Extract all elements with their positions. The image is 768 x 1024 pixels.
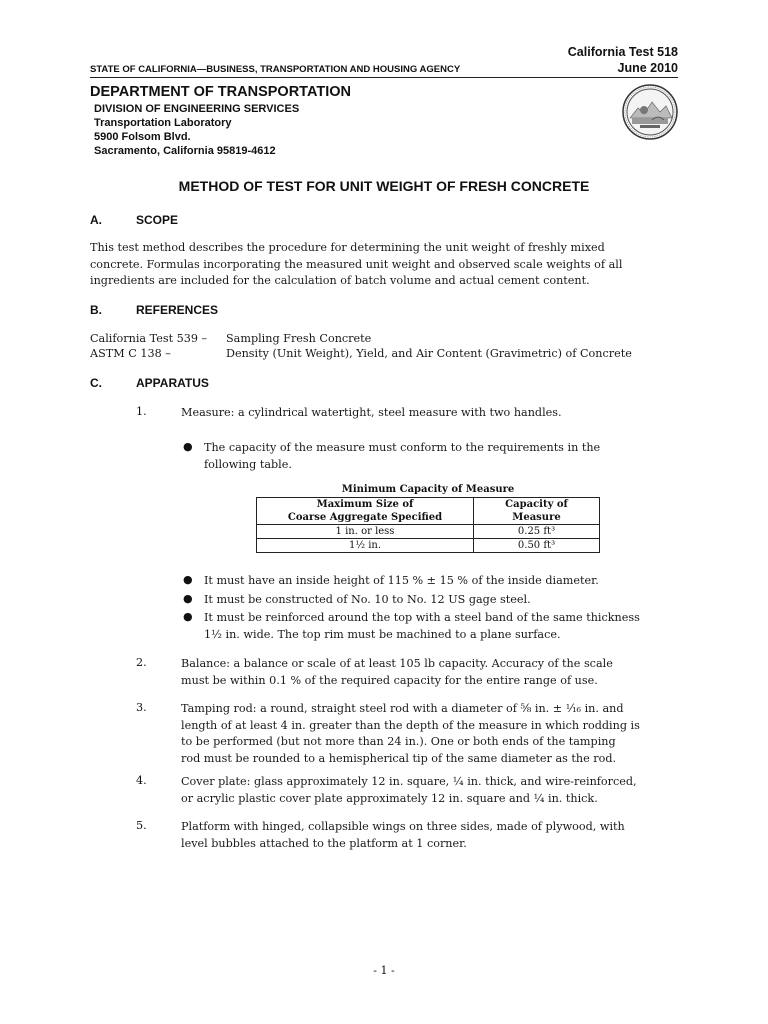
header-line: Maximum Size of — [316, 499, 414, 510]
section-c-letter: C. — [90, 376, 102, 390]
item-number: 1. — [136, 405, 147, 418]
bullet-icon: ● — [183, 592, 193, 605]
item-line: to be performed (but not more than 24 in.). One or both ends of the tamping — [181, 735, 616, 748]
agency-line: STATE OF CALIFORNIA—BUSINESS, TRANSPORTATION AND HOUSING AGENCY — [90, 64, 461, 75]
bullet-line: The capacity of the measure must conform to the requirements in the — [204, 441, 601, 454]
item-number: 4. — [136, 774, 147, 787]
table-header-cell — [257, 498, 474, 525]
item-1-text: Measure: a cylindrical watertight, steel measure with two handles. — [181, 406, 562, 419]
item-line: rod must be rounded to a hemispherical tip of the same diameter as the rod. — [181, 751, 617, 765]
scope-line: This test method describes the procedure for determining the unit weight of freshly mixed — [90, 241, 605, 254]
item-4-text — [181, 774, 637, 807]
bullet-line: It must be reinforced around the top with a steel band of the same thickness — [204, 611, 640, 624]
table-title: Minimum Capacity of Measure — [341, 484, 515, 495]
date: June 2010 — [617, 61, 678, 75]
section-b-heading: REFERENCES — [136, 303, 219, 317]
item-line: Platform with hinged, collapsible wings on three sides, made of plywood, with — [181, 820, 625, 833]
item-number: 2. — [136, 656, 147, 669]
item-number: 5. — [136, 819, 147, 832]
reference-ref: California Test 539 – — [90, 332, 208, 345]
table-row — [257, 539, 600, 553]
table-cell: 0.25 ft³ — [474, 525, 600, 539]
header-line: Coarse Aggregate Specified — [287, 512, 443, 523]
item-line: Cover plate: glass approximately 12 in. square, ¼ in. thick, and wire-reinforced, — [181, 775, 637, 788]
table-cell: 0.50 ft³ — [474, 539, 600, 553]
header-line: Capacity of — [505, 499, 568, 510]
capacity-table — [256, 497, 600, 553]
bullet-icon: ● — [183, 610, 193, 623]
bullet-icon: ● — [183, 440, 193, 453]
reference-desc: Density (Unit Weight), Yield, and Air Content (Gravimetric) of Concrete — [226, 347, 632, 360]
item-number: 3. — [136, 701, 147, 714]
test-number: California Test 518 — [567, 45, 678, 59]
department-name: DEPARTMENT OF TRANSPORTATION — [90, 84, 351, 100]
reference-ref: ASTM C 138 – — [90, 347, 171, 360]
bullet-icon: ● — [183, 573, 193, 586]
table-header-cell — [474, 498, 600, 525]
bullet-line: 1½ in. wide. The top rim must be machined to a plane surface. — [204, 627, 561, 641]
reference-desc: Sampling Fresh Concrete — [226, 332, 372, 345]
section-a-heading: SCOPE — [136, 213, 179, 227]
table-row — [257, 525, 600, 539]
section-a-letter: A. — [90, 213, 102, 227]
table-cell: 1½ in. — [257, 539, 474, 553]
item-line: length of at least 4 in. greater than the depth of the measure in which rodding is — [181, 718, 640, 732]
scope-paragraph — [90, 240, 622, 290]
document-title: METHOD OF TEST FOR UNIT WEIGHT OF FRESH CONCRETE — [178, 178, 590, 194]
section-c-heading: APPARATUS — [136, 376, 209, 390]
header-rule — [90, 77, 678, 78]
address-block — [94, 102, 299, 158]
item-3-text — [181, 701, 640, 767]
bullet-text — [204, 440, 600, 473]
item-2-text — [181, 656, 613, 689]
lab-name: Transportation Laboratory — [94, 117, 232, 129]
scope-line: ingredients are included for the calculation of batch volume and actual cement content. — [90, 274, 590, 287]
section-b-letter: B. — [90, 303, 102, 317]
item-line: level bubbles attached to the platform at 1 corner. — [181, 836, 467, 850]
table-cell: 1 in. or less — [257, 525, 474, 539]
bullet-text: It must be constructed of No. 10 to No. 12 US gage steel. — [204, 593, 531, 606]
header-line: Measure — [512, 512, 561, 523]
table-header-row — [257, 498, 600, 525]
division: DIVISION OF ENGINEERING SERVICES — [94, 103, 300, 115]
item-5-text — [181, 819, 625, 852]
city: Sacramento, California 95819-4612 — [94, 145, 276, 157]
street: 5900 Folsom Blvd. — [94, 131, 191, 143]
scope-line: concrete. Formulas incorporating the measured unit weight and observed scale weights of all — [90, 257, 623, 271]
bullet-text — [204, 610, 640, 643]
item-line: Balance: a balance or scale of at least 105 lb capacity. Accuracy of the scale — [181, 657, 613, 670]
california-seal-icon — [622, 84, 678, 140]
bullet-line: following table. — [204, 457, 292, 471]
page-number: - 1 - — [373, 964, 395, 977]
bullet-text: It must have an inside height of 115 % ± 15 % of the inside diameter. — [204, 574, 599, 587]
item-line: Tamping rod: a round, straight steel rod with a diameter of ⅝ in. ± ¹⁄₁₆ in. and — [181, 702, 624, 715]
item-line: or acrylic plastic cover plate approximately 12 in. square and ¼ in. thick. — [181, 791, 598, 805]
item-line: must be within 0.1 % of the required capacity for the entire range of use. — [181, 673, 598, 687]
